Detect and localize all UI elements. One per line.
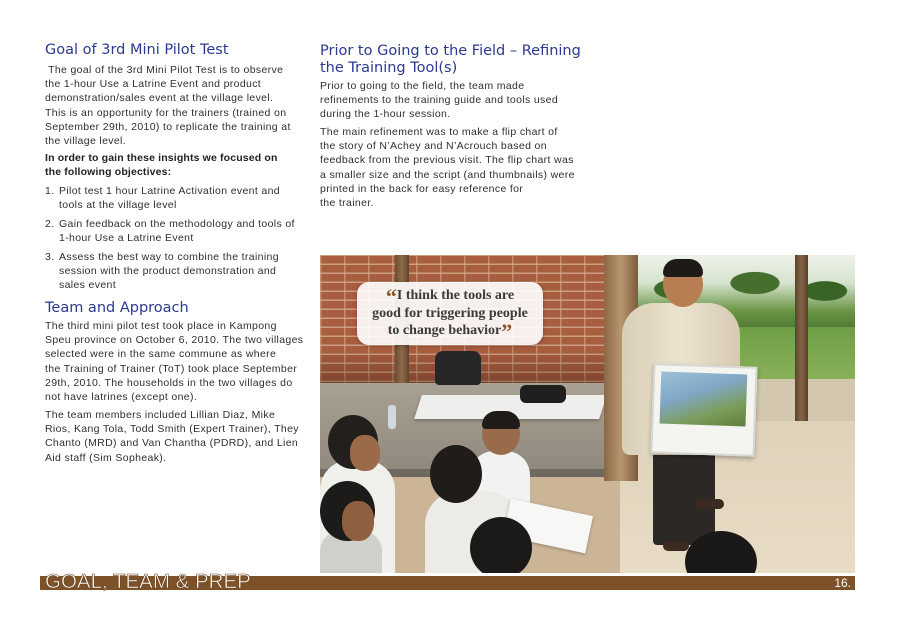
team-paragraph <box>45 319 303 404</box>
refinement-paragraph-line: feedback from the previous visit. The flip chart was <box>320 154 574 167</box>
quote-line <box>357 305 543 323</box>
objectives-intro <box>45 151 278 179</box>
heading-line: Prior to Going to the Field – Refining <box>320 42 581 59</box>
training-photo <box>320 255 855 573</box>
team-members-line: Chanto (MRD) and Van Chantha (PDRD), and Lien <box>45 437 299 450</box>
refinement-paragraph-line: The main refinement was to make a flip chart of <box>320 126 558 138</box>
photo-trainer-pants <box>653 451 715 545</box>
objective-line: 1-hour Use a Latrine Event <box>59 232 194 245</box>
objectives-intro-line: the following objectives: <box>45 166 172 179</box>
objective-line: session with the product demonstration and <box>59 265 277 278</box>
photo-bag <box>520 385 566 403</box>
refinement-paragraph <box>320 125 575 210</box>
section-heading-prior <box>320 43 581 77</box>
objective-item <box>45 184 280 212</box>
page-number: 16. <box>834 576 851 590</box>
photo-wooden-post <box>795 255 808 421</box>
photo-participant-face <box>342 501 374 541</box>
objective-line: Pilot test 1 hour Latrine Activation event and <box>59 185 280 197</box>
photo-trainer-hair <box>663 259 703 277</box>
objective-line: Gain feedback on the methodology and tools of <box>59 218 295 230</box>
photo-bag <box>435 351 481 385</box>
prior-paragraph-line: Prior to going to the field, the team made <box>320 80 525 92</box>
footer-section-title: GOAL, TEAM & PREP <box>45 570 251 593</box>
objective-line: sales event <box>59 279 116 292</box>
list-number: 1. <box>45 185 55 197</box>
objectives-intro-line: In order to gain these insights we focused on <box>45 152 278 164</box>
photo-flip-chart <box>650 363 757 457</box>
quote-text: good for triggering people <box>372 305 528 321</box>
team-paragraph-line: the Training of Trainer (ToT) took place September <box>45 362 298 375</box>
team-paragraph-line: The third mini pilot test took place in Kampong <box>45 320 277 332</box>
objective-line: tools at the village level <box>59 199 177 212</box>
prior-paragraph <box>320 79 558 122</box>
objective-text <box>59 250 279 293</box>
section-heading-team: Team and Approach <box>45 300 189 316</box>
photo-participant-hair <box>482 411 520 429</box>
refinement-paragraph-line: printed in the back for easy reference for <box>320 182 524 195</box>
goal-paragraph-line: September 29th, 2010) to replicate the training at <box>45 120 291 133</box>
goal-paragraph <box>45 63 291 148</box>
quote-text: I think the tools are <box>396 288 515 303</box>
heading-line: the Training Tool(s) <box>320 59 458 76</box>
objective-line: Assess the best way to combine the training <box>59 251 279 263</box>
team-paragraph-line: selected were in the same commune as where <box>45 348 277 361</box>
goal-paragraph-line: the 1-hour Use a Latrine Event and product <box>45 78 262 91</box>
list-number: 2. <box>45 218 55 230</box>
objective-item <box>45 217 295 245</box>
objective-text <box>59 184 280 212</box>
prior-paragraph-line: refinements to the training guide and tools used <box>320 94 559 107</box>
team-paragraph-line: Speu province on October 6, 2010. The two villages <box>45 334 304 347</box>
goal-paragraph-line: The goal of the 3rd Mini Pilot Test is to observe <box>45 64 284 76</box>
quote-callout <box>357 282 543 345</box>
section-heading-goal: Goal of 3rd Mini Pilot Test <box>45 42 229 58</box>
photo-participant-head <box>430 445 482 503</box>
team-members-line: Rios, Kang Tola, Todd Smith (Expert Trainer), They <box>45 423 299 436</box>
objective-text <box>59 217 295 245</box>
prior-paragraph-line: during the 1-hour session. <box>320 108 451 121</box>
refinement-paragraph-line: a smaller size and the script (and thumbnails) were <box>320 168 575 181</box>
quote-text: to change behavior <box>387 323 502 338</box>
quote-line: “I think the tools are <box>385 284 515 309</box>
photo-trainer-foot <box>696 499 724 509</box>
refinement-paragraph-line: the trainer. <box>320 197 374 210</box>
goal-paragraph-line: This is an opportunity for the trainers (trained on <box>45 106 287 119</box>
team-paragraph-line: 29th, 2010. The households in the two villages do <box>45 376 293 389</box>
photo-trainer-foot <box>663 541 689 551</box>
objective-item <box>45 250 279 293</box>
list-number: 3. <box>45 251 55 263</box>
photo-flip-chart-picture <box>660 371 748 426</box>
team-members-line: Aid staff (Sim Sopheak). <box>45 451 167 464</box>
refinement-paragraph-line: the story of N’Achey and N’Acrouch based on <box>320 140 547 153</box>
team-paragraph-line: not have latrines (except one). <box>45 391 198 404</box>
photo-participant-head <box>470 517 532 573</box>
team-members-line: The team members included Lillian Diaz, Mike <box>45 409 276 421</box>
goal-paragraph-line: the village level. <box>45 135 127 148</box>
quote-line: to change behavior” <box>387 319 513 344</box>
photo-bottle <box>388 405 396 429</box>
photo-participant-face <box>350 435 380 471</box>
goal-paragraph-line: demonstration/sales event at the village level. <box>45 92 274 105</box>
team-members-paragraph <box>45 408 299 465</box>
